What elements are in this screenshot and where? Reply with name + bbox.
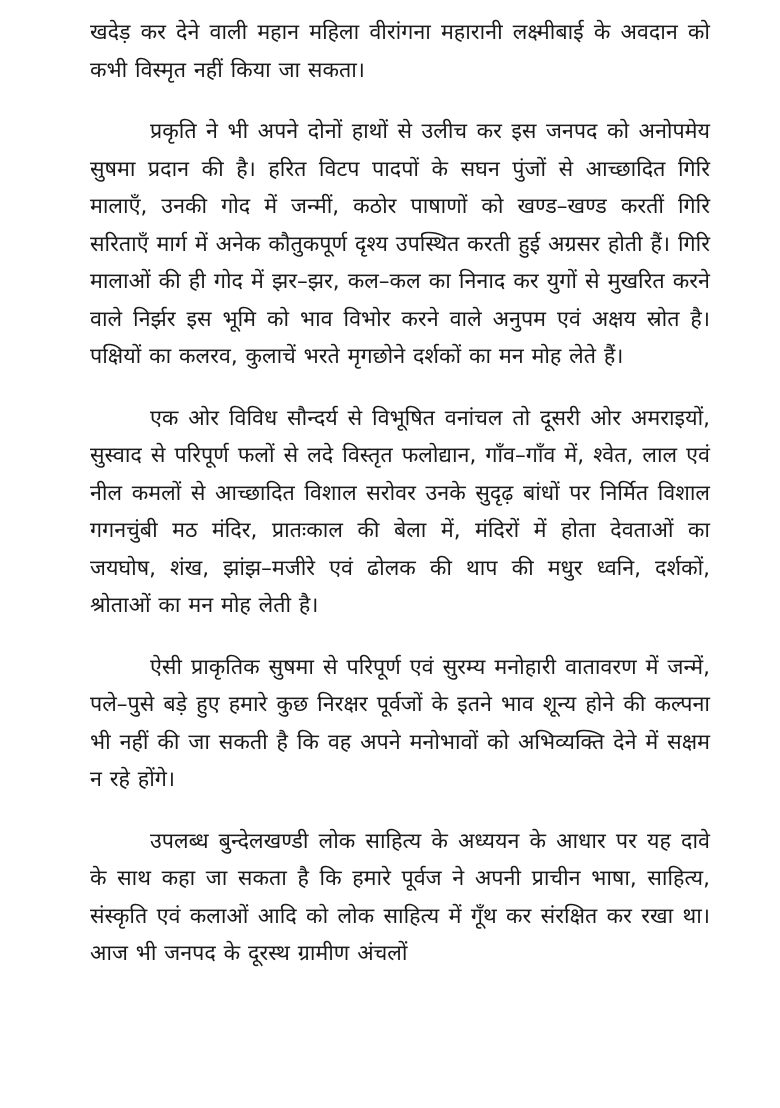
- paragraph-2: प्रकृति ने भी अपने दोनों हाथों से उलीच कर इस जनपद को अनोपमेय सुषमा प्रदान की है। हरित विटप पादपों के सघन पुंजों से आच्छादित गिरि मालाएँ, उनकी गोद में जन्मीं, कठोर पाषाणों को खण्ड–खण्ड करतीं गिरि सरिताएँ मार्ग में अनेक कौतुकपूर्ण दृश्य उपस्थित करती हुई अग्रसर होती हैं। गिरि मालाओं की ही गोद में झर–झर, कल–कल का निनाद कर युगों से मुखरित करने वाले निर्झर इस भूमि को भाव विभोर करने वाले अनुपम एवं अक्षय स्रोत है। पक्षियों का कलरव, कुलाचें भरते मृगछोने दर्शकों का मन मोह लेते हैं।: [90, 119, 710, 369]
- paragraph-gap: [90, 376, 710, 400]
- paragraph-gap: [90, 625, 710, 649]
- paragraph-3: एक ओर विविध सौन्दर्य से विभूषित वनांचल तो दूसरी ओर अमराइयों, सुस्वाद से परिपूर्ण फलों से लदे विस्तृत फलोद्यान, गाँव–गाँव में, श्वेत, लाल एवं नील कमलों से आच्छादित विशाल सरोवर उनके सुदृढ़ बांधों पर निर्मित विशाल गगनचुंबी मठ मंदिर, प्रातःकाल की बेला में, मंदिरों में होता देवताओं का जयघोष, शंख, झांझ–मजीरे एवं ढोलक की थाप की मधुर ध्वनि, दर्शकों, श्रोताओं का मन मोह लेती है।: [90, 405, 710, 618]
- paragraph-gap: [90, 799, 710, 823]
- paragraph-1: खदेड़ कर देने वाली महान महिला वीरांगना महारानी लक्ष्मीबाई के अवदान को कभी विस्मृत नहीं किया जा सकता।: [90, 20, 710, 83]
- paragraph-gap: [90, 89, 710, 113]
- paragraph-4: ऐसी प्राकृतिक सुषमा से परिपूर्ण एवं सुरम्य मनोहारी वातावरण में जन्में, पले–पुसे बड़े हुए हमारे कुछ निरक्षर पूर्वजों के इतने भाव शून्य होने की कल्पना भी नहीं की जा सकती है कि वह अपने मनोभावों को अभिव्यक्ति देने में सक्षम न रहे होंगे।: [90, 654, 711, 792]
- paragraph-5: उपलब्ध बुन्देलखण्डी लोक साहित्य के अध्ययन के आधार पर यह दावे के साथ कहा जा सकता है कि हमारे पूर्वज ने अपनी प्राचीन भाषा, साहित्य, संस्कृति एवं कलाओं आदि को लोक साहित्य में गूँथ कर संरक्षित कर रखा था। आज भी जनपद के दूरस्थ ग्रामीण अंचलों: [90, 828, 710, 966]
